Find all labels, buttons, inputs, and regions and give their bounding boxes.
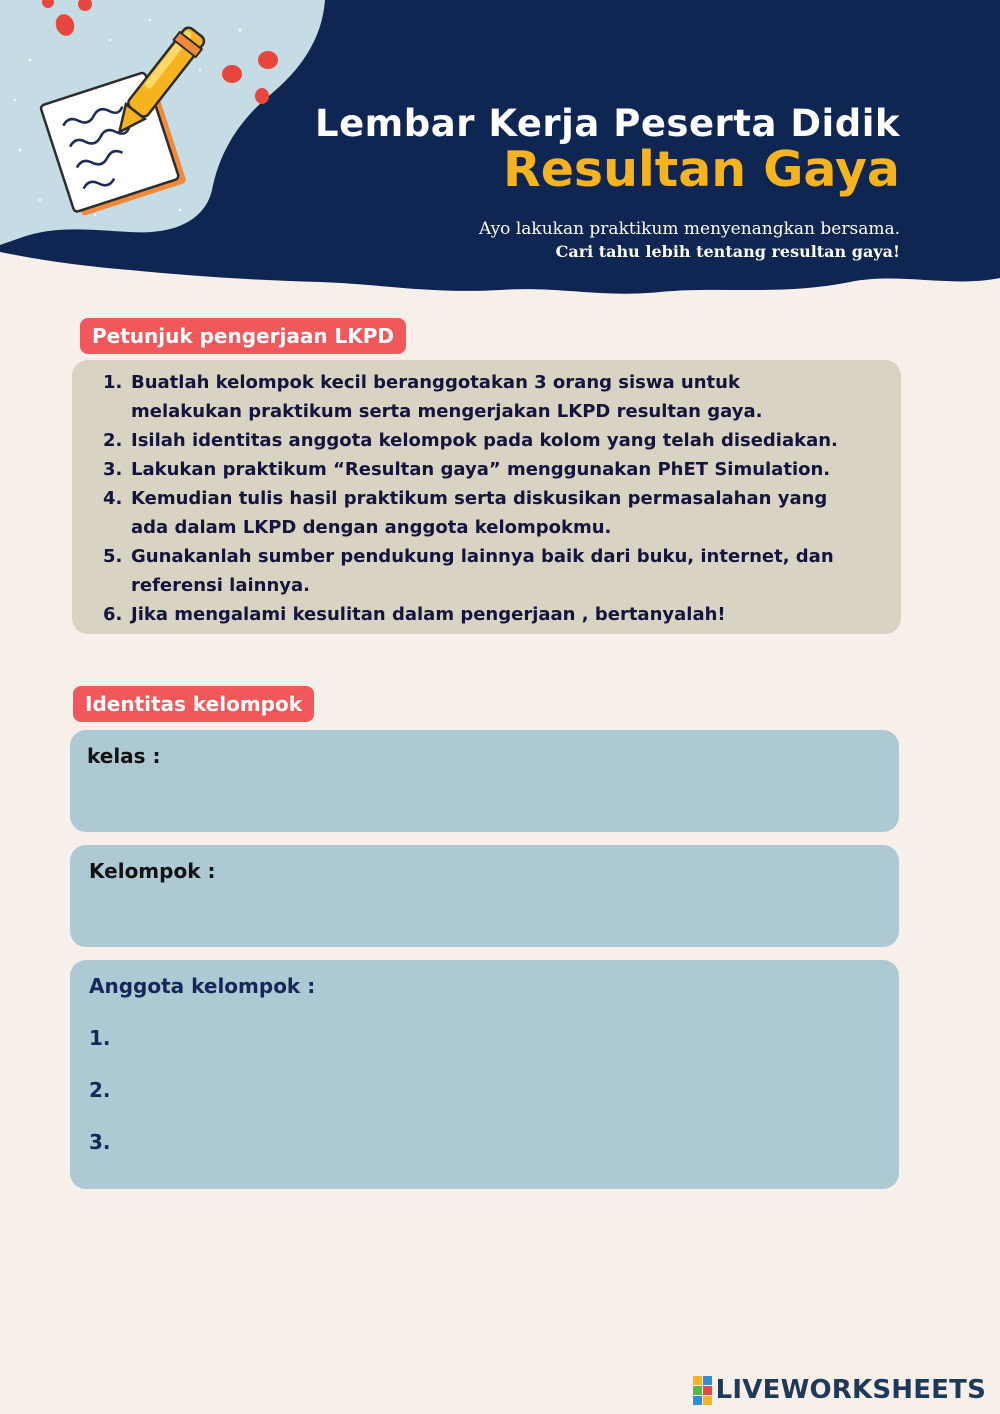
instruction-number: 2. <box>103 430 123 451</box>
member-row[interactable]: 2. <box>89 1078 111 1102</box>
instruction-text: Buatlah kelompok kecil beranggotakan 3 orang siswa untuk <box>131 372 740 393</box>
kelas-input[interactable] <box>87 768 899 808</box>
instruction-number: 1. <box>103 372 123 393</box>
instruction-text-cont: melakukan praktikum serta mengerjakan LKPD resultan gaya. <box>131 401 763 422</box>
member-row[interactable]: 1. <box>89 1026 111 1050</box>
liveworksheets-logo-icon <box>693 1376 712 1405</box>
instruction-item <box>103 426 871 455</box>
tagline-line-1: Ayo lakukan praktikum menyenangkan bersama. <box>478 219 900 239</box>
instruction-number: 6. <box>103 604 123 625</box>
instruction-item <box>103 484 871 542</box>
instruction-item <box>103 368 871 426</box>
anggota-box[interactable] <box>70 960 899 1189</box>
header-title-block <box>315 100 900 264</box>
kelompok-label: Kelompok : <box>89 859 216 883</box>
instruction-text: Jika mengalami kesulitan dalam pengerjaan , bertanyalah! <box>131 604 726 625</box>
instructions-box <box>72 360 901 634</box>
instruction-text: Lakukan praktikum “Resultan gaya” menggunakan PhET Simulation. <box>131 459 831 480</box>
instruction-text: Kemudian tulis hasil praktikum serta diskusikan permasalahan yang <box>131 488 828 509</box>
kelas-label: kelas : <box>87 744 161 768</box>
kelompok-input[interactable] <box>87 883 899 923</box>
kelompok-box[interactable] <box>70 845 899 947</box>
instructions-list <box>72 360 901 629</box>
page-title: Lembar Kerja Peserta Didik <box>315 102 900 145</box>
instructions-heading: Petunjuk pengerjaan LKPD <box>80 318 406 354</box>
instruction-number: 3. <box>103 459 123 480</box>
instruction-text-cont: referensi lainnya. <box>131 575 311 596</box>
page-subtitle: Resultan Gaya <box>502 141 900 198</box>
instruction-text: Gunakanlah sumber pendukung lainnya baik dari buku, internet, dan <box>131 546 834 567</box>
instruction-item <box>103 455 871 484</box>
instruction-text-cont: ada dalam LKPD dengan anggota kelompokmu. <box>131 517 612 538</box>
instruction-number: 5. <box>103 546 123 567</box>
instruction-item <box>103 542 871 600</box>
liveworksheets-logo <box>693 1373 986 1407</box>
anggota-label: Anggota kelompok : <box>89 974 316 998</box>
instruction-text: Isilah identitas anggota kelompok pada kolom yang telah disediakan. <box>131 430 838 451</box>
member-row[interactable]: 3. <box>89 1130 111 1154</box>
kelas-box[interactable] <box>70 730 899 832</box>
tagline-line-2: Cari tahu lebih tentang resultan gaya! <box>555 242 900 261</box>
liveworksheets-logo-text: LIVEWORKSHEETS <box>715 1375 986 1405</box>
instruction-item <box>103 600 871 629</box>
identity-heading: Identitas kelompok <box>73 686 314 722</box>
instruction-number: 4. <box>103 488 123 509</box>
